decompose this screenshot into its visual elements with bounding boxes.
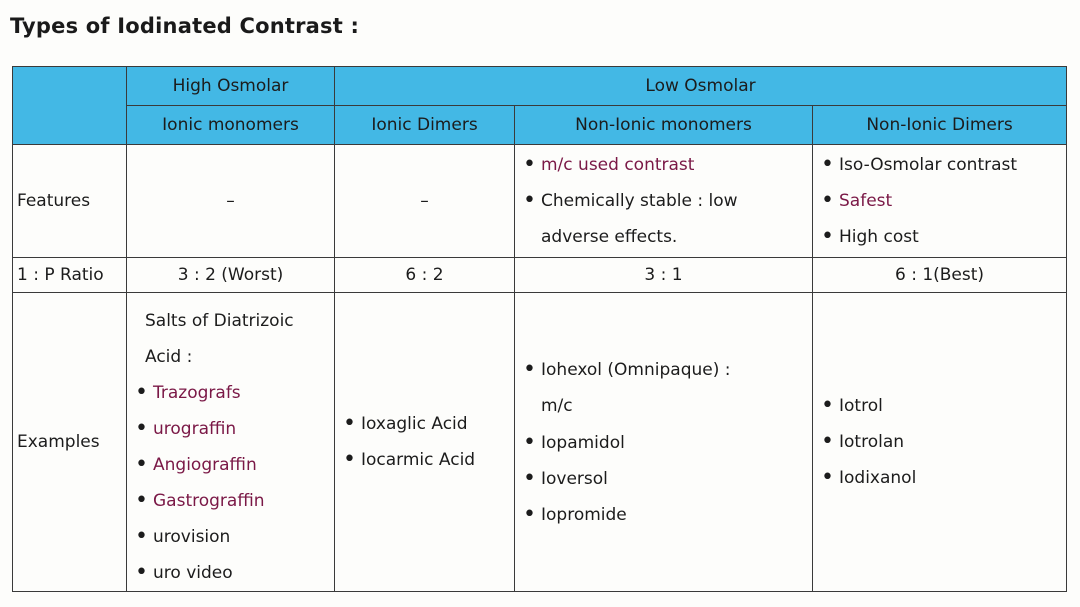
header-subtype-row [13, 106, 1067, 145]
list-item: • Iotrol [813, 388, 1066, 424]
features-non-ionic-monomers-list [515, 147, 812, 219]
examples-non-ionic-dimers [813, 293, 1067, 592]
examples-ionic-dimers [335, 293, 515, 592]
list-item: • Iohexol (Omnipaque) : [515, 352, 812, 388]
features-ionic-dimers: – [335, 145, 515, 258]
list-item: • Safest [813, 183, 1066, 219]
list-item: • Ioxaglic Acid [335, 406, 514, 442]
page-title: Types of Iodinated Contrast : [10, 14, 360, 38]
list-item: • Iopamidol [515, 425, 812, 461]
header-non-ionic-monomers: Non-Ionic monomers [515, 106, 813, 145]
features-non-ionic-dimers [813, 145, 1067, 258]
features-non-ionic-dimers-list [813, 147, 1066, 255]
list-item: • urovision [127, 519, 334, 555]
list-item: • Gastrograffin [127, 483, 334, 519]
examples-intro-line: Acid : [145, 347, 193, 367]
list-item: • Trazografs [127, 375, 334, 411]
list-item: • High cost [813, 219, 1066, 255]
header-group-row [13, 67, 1067, 106]
features-row [13, 145, 1067, 258]
examples-ionic-monomers [127, 293, 335, 592]
ratio-non-ionic-dimers: 6 : 1(Best) [813, 258, 1067, 293]
header-non-ionic-dimers: Non-Ionic Dimers [813, 106, 1067, 145]
list-item-continuation: adverse effects. [541, 226, 678, 247]
examples-intro [27, 293, 334, 375]
examples-ionic-monomers-list [127, 375, 334, 591]
examples-label: Examples [13, 293, 127, 592]
features-label: Features [13, 145, 127, 258]
examples-intro-line: Salts of Diatrizoic [145, 311, 294, 331]
examples-non-ionic-dimers-list [813, 388, 1066, 496]
features-non-ionic-monomers [515, 145, 813, 258]
list-item: • Angiograffin [127, 447, 334, 483]
list-item: • Ioversol [515, 461, 812, 497]
ratio-ionic-dimers: 6 : 2 [335, 258, 515, 293]
examples-non-ionic-monomers [515, 293, 813, 592]
list-item: • Iocarmic Acid [335, 442, 514, 478]
list-item: • urograffin [127, 411, 334, 447]
list-item: • Iotrolan [813, 424, 1066, 460]
contrast-types-table [12, 66, 1067, 592]
header-high-osmolar: High Osmolar [127, 67, 335, 106]
list-item: • Iso-Osmolar contrast [813, 147, 1066, 183]
list-item: • uro video [127, 555, 334, 591]
examples-non-ionic-monomers-list [515, 352, 812, 388]
ratio-non-ionic-monomers: 3 : 1 [515, 258, 813, 293]
header-corner [13, 67, 127, 145]
ratio-row [13, 258, 1067, 293]
list-item: • m/c used contrast [515, 147, 812, 183]
list-item: • Iopromide [515, 497, 812, 533]
examples-row [13, 293, 1067, 592]
header-low-osmolar: Low Osmolar [335, 67, 1067, 106]
ratio-ionic-monomers: 3 : 2 (Worst) [127, 258, 335, 293]
examples-non-ionic-monomers-list-rest [515, 425, 812, 533]
header-ionic-monomers: Ionic monomers [127, 106, 335, 145]
list-item: • Chemically stable : low [515, 183, 812, 219]
header-ionic-dimers: Ionic Dimers [335, 106, 515, 145]
list-item-continuation: m/c [541, 395, 573, 416]
list-item: • Iodixanol [813, 460, 1066, 496]
features-ionic-monomers: – [127, 145, 335, 258]
examples-ionic-dimers-list [335, 406, 514, 478]
ratio-label: 1 : P Ratio [13, 258, 127, 293]
